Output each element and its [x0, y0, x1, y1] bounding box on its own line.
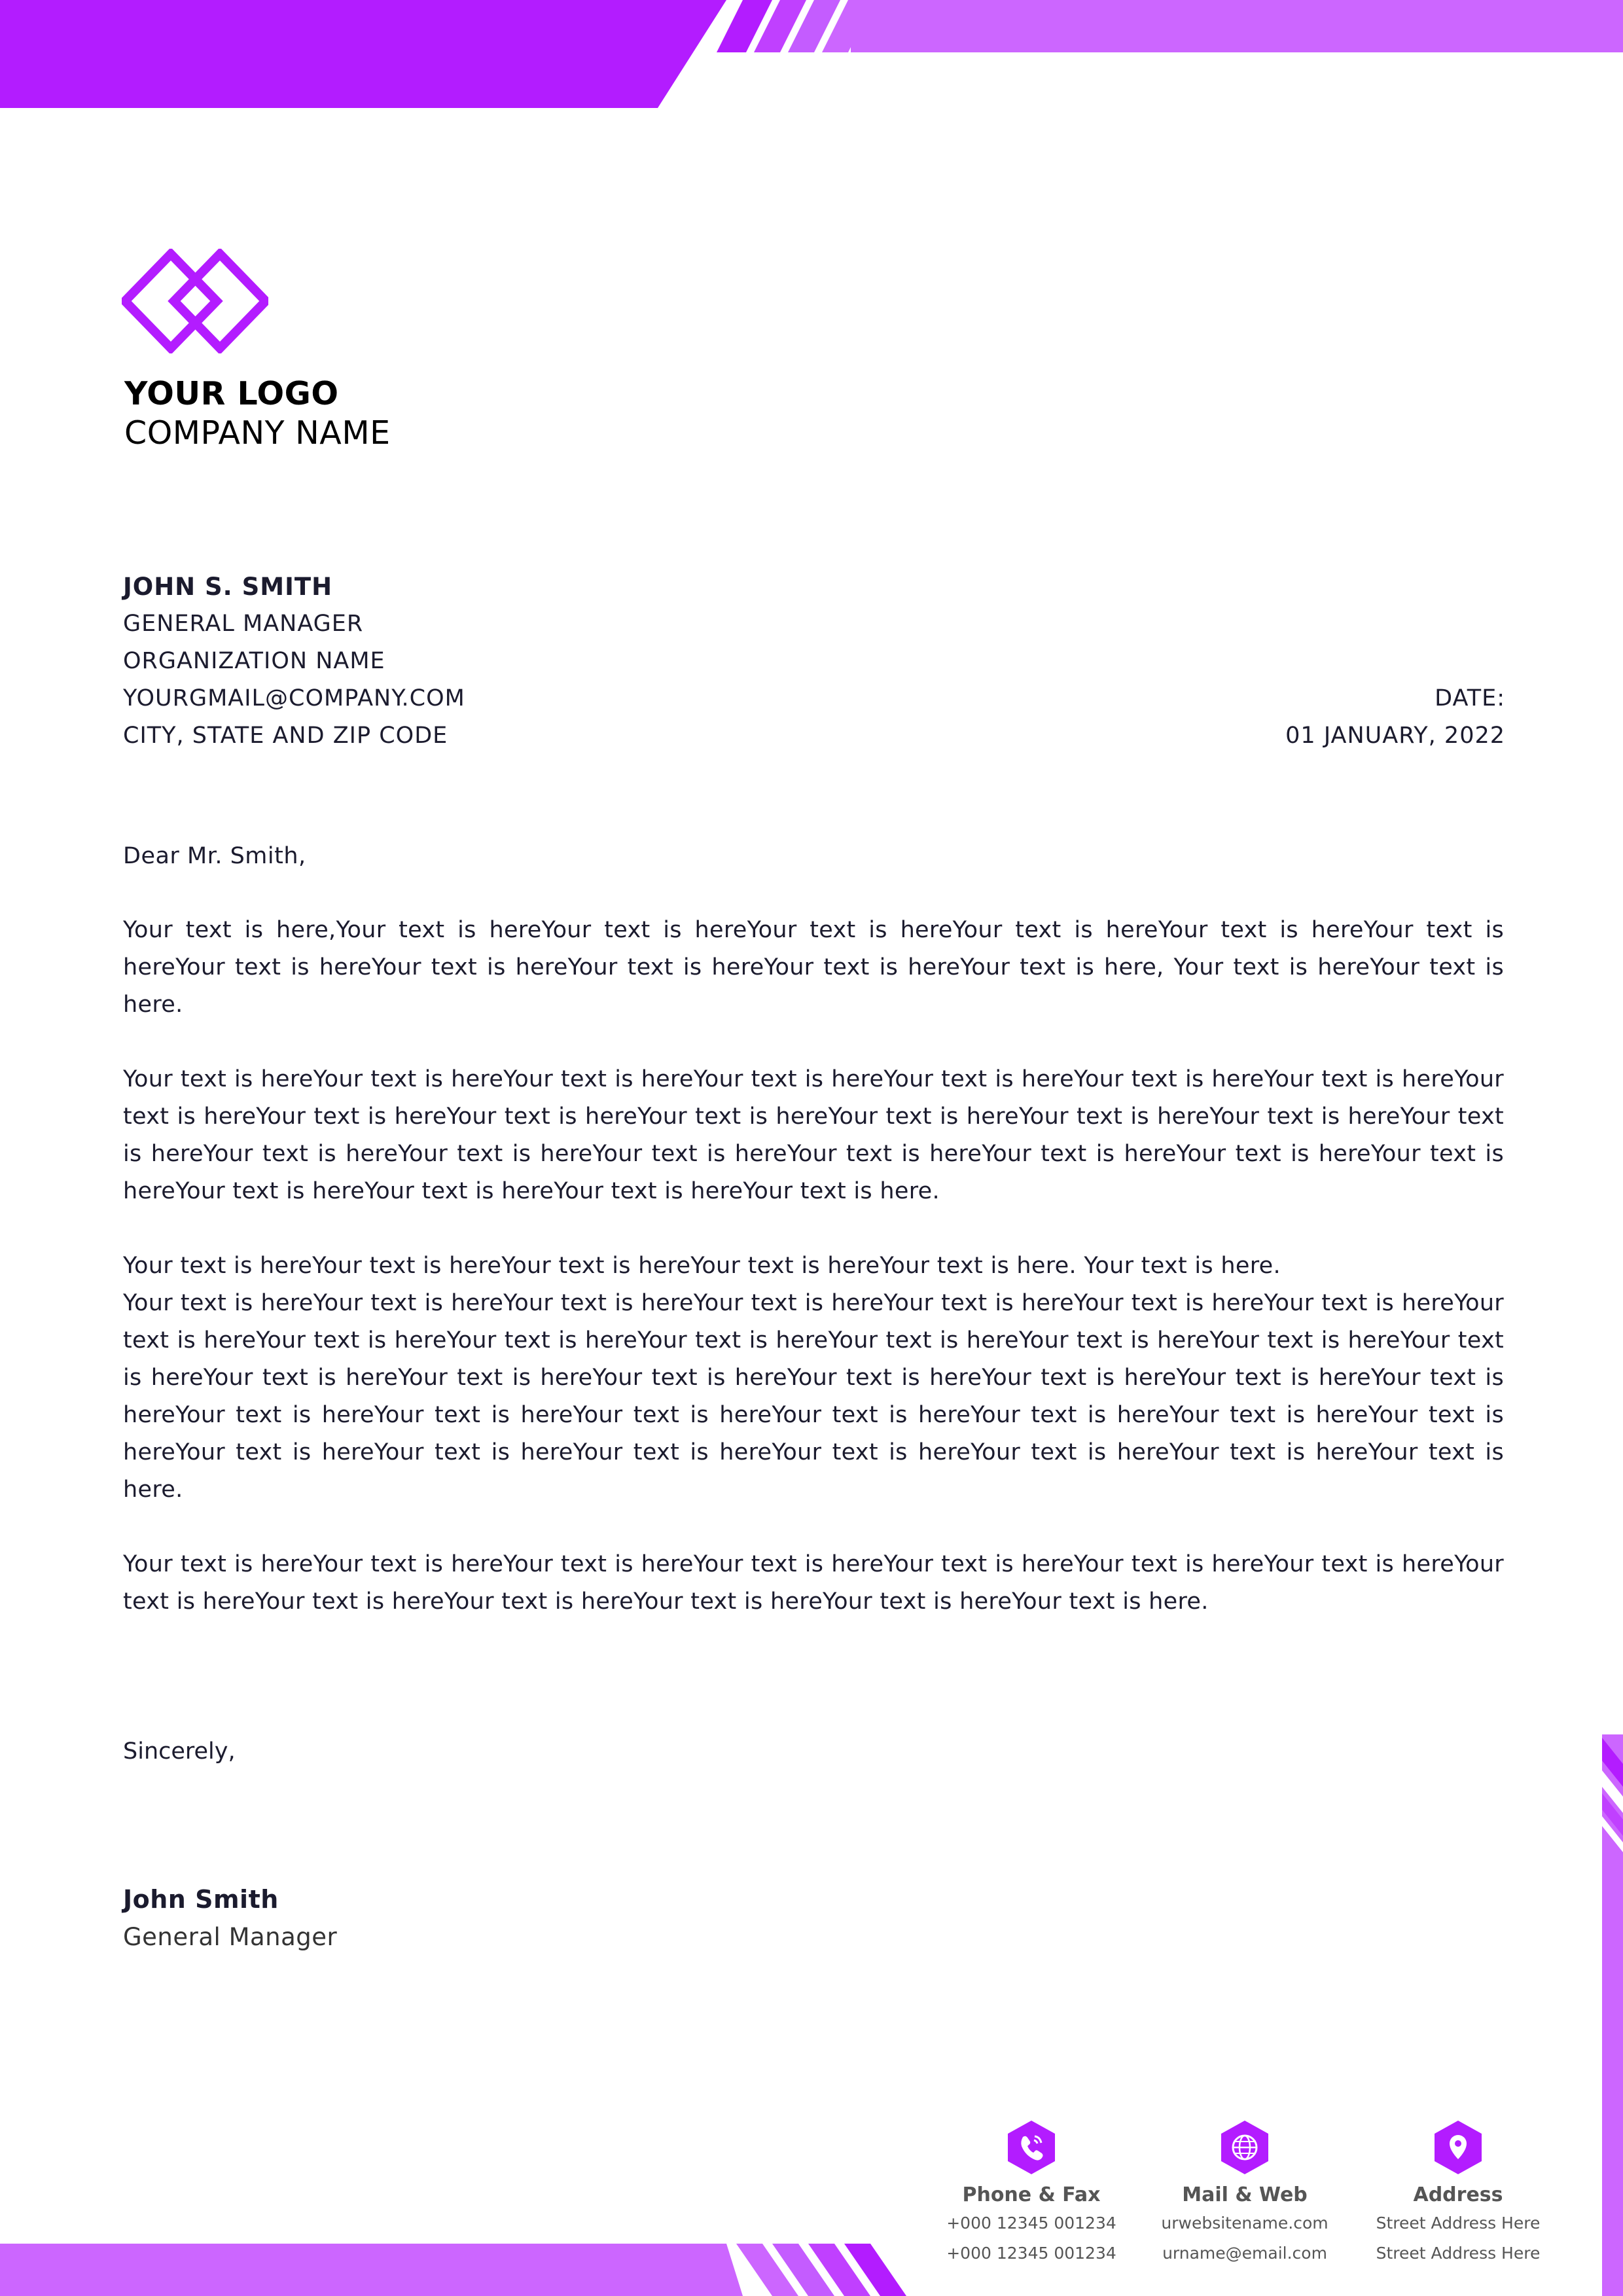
logo-title: YOUR LOGO: [124, 375, 339, 412]
contact-phone-label: Phone & Fax: [962, 2183, 1101, 2206]
footer-band: [0, 2244, 906, 2296]
sender-block: [123, 568, 465, 755]
logo-text: [124, 374, 391, 453]
body-paragraph: Your text is hereYour text is hereYour text is hereYour text is hereYour text is hereYour text is hereYour text is hereYour text is hereYour text is hereYour text is hereYour text is hereYour text is hereYour text is hereYour text is hereYour text is hereYour text is hereYour text is hereYour text is hereYour text is hereYour text is hereYour text is hereYour text is hereYour text is hereYour text is hereYour text is hereYour text is here.: [123, 1066, 1504, 1204]
salutation: Dear Mr. Smith,: [123, 843, 306, 869]
right-side-stripe: [1602, 1734, 1623, 2296]
contact-address-line: Street Address Here: [1376, 2244, 1541, 2263]
sender-location: CITY, STATE AND ZIP CODE: [123, 723, 448, 749]
sender-position: GENERAL MANAGER: [123, 611, 364, 637]
date-block: [1285, 680, 1505, 755]
signer-title: General Manager: [123, 1923, 338, 1951]
contact-web-line: urname@email.com: [1162, 2244, 1327, 2263]
body-paragraph: Your text is hereYour text is hereYour text is hereYour text is hereYour text is here. Your text is here.: [123, 1253, 1281, 1279]
signer-name: John Smith: [123, 1885, 279, 1914]
phone-icon: [1005, 2119, 1058, 2176]
closing: Sincerely,: [123, 1738, 236, 1765]
sender-email: YOURGMAIL@COMPANY.COM: [123, 685, 465, 711]
map-pin-icon: [1432, 2119, 1484, 2176]
contact-phone-line: +000 12345 001234: [946, 2244, 1116, 2263]
sender-organization: ORGANIZATION NAME: [123, 648, 385, 674]
contact-web-label: Mail & Web: [1182, 2183, 1308, 2206]
sender-name: JOHN S. SMITH: [123, 573, 333, 601]
contact-web: [1147, 2119, 1343, 2269]
contact-phone-line: +000 12345 001234: [946, 2214, 1116, 2233]
company-name: COMPANY NAME: [124, 414, 391, 452]
header-band: [0, 0, 1623, 108]
contact-address-line: Street Address Here: [1376, 2214, 1541, 2233]
contact-address: [1360, 2119, 1556, 2269]
contact-address-label: Address: [1413, 2183, 1503, 2206]
contact-web-line: urwebsitename.com: [1161, 2214, 1329, 2233]
date-label: DATE:: [1435, 685, 1505, 711]
body-paragraph: Your text is here,Your text is hereYour text is hereYour text is hereYour text is hereYour text is hereYour text is hereYour text is hereYour text is hereYour text is hereYour text is hereYour text is here, Your text is hereYour text is here.: [123, 917, 1504, 1018]
globe-icon: [1219, 2119, 1271, 2176]
letter-body: [123, 912, 1504, 1658]
body-paragraph: Your text is hereYour text is hereYour text is hereYour text is hereYour text is hereYour text is hereYour text is hereYour text is hereYour text is hereYour text is hereYour text is hereYour text is hereYour text is here.: [123, 1551, 1504, 1615]
body-paragraph: Your text is hereYour text is hereYour text is hereYour text is hereYour text is hereYour text is hereYour text is hereYour text is hereYour text is hereYour text is hereYour text is hereYour text is hereYour text is hereYour text is hereYour text is hereYour text is hereYour text is hereYour text is hereYour text is hereYour text is hereYour text is hereYour text is hereYour text is hereYour text is hereYour text is hereYour text is hereYour text is hereYour text is hereYour text is hereYour text is hereYour text is hereYour text is hereYour text is hereYour text is hereYour text is hereYour text is here.: [123, 1290, 1504, 1503]
date-value: 01 JANUARY, 2022: [1285, 723, 1505, 749]
double-diamond-logo-icon: [122, 249, 268, 353]
contact-phone: [933, 2119, 1130, 2269]
